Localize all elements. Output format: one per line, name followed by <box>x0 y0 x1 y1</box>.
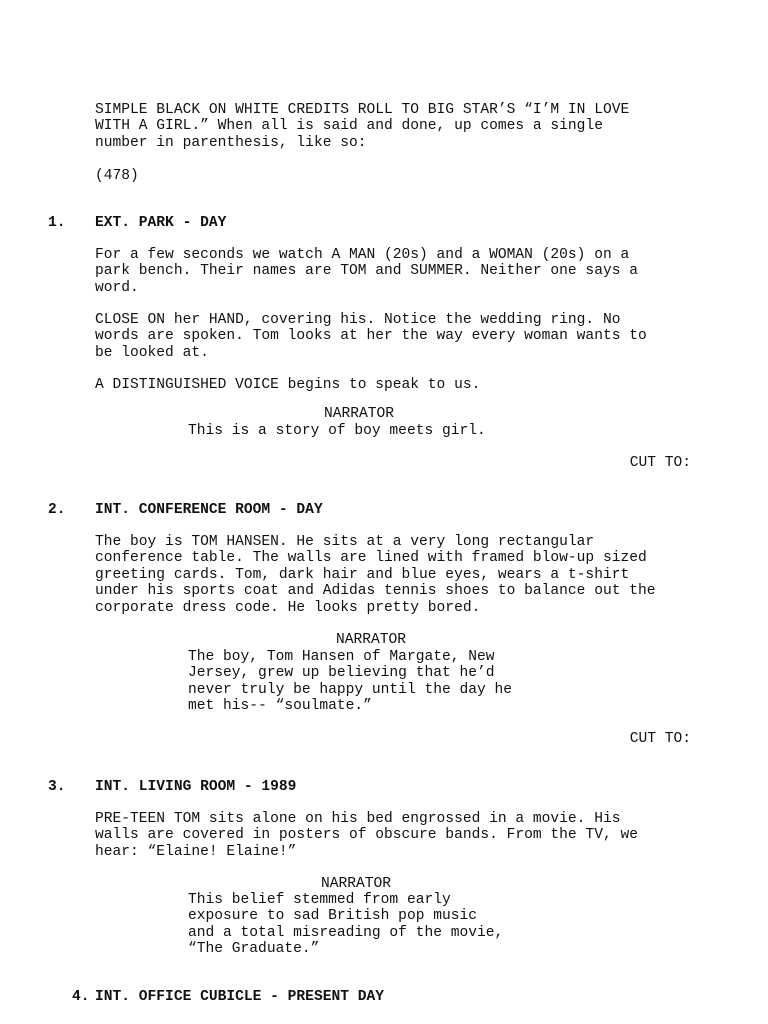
action-paragraph: CLOSE ON her HAND, covering his. Notice the wedding ring. No words are spoken. Tom looks at her the way every woman wants to be looked at. <box>95 312 647 361</box>
action-paragraph: PRE-TEEN TOM sits alone on his bed engrossed in a movie. His walls are covered in posters of obscure bands. From the TV, we hear: “Elaine! Elaine!” <box>95 811 638 860</box>
action-paragraph: For a few seconds we watch A MAN (20s) and a WOMAN (20s) on a park bench. Their names are TOM and SUMMER. Neither one says a word. <box>95 247 638 296</box>
dialogue: This is a story of boy meets girl. <box>188 423 486 439</box>
credits-action: SIMPLE BLACK ON WHITE CREDITS ROLL TO BIG STAR’S “I’M IN LOVE WITH A GIRL.” When all is said and done, up comes a single number in parenthesis, like so: <box>95 102 630 151</box>
scene-heading: INT. CONFERENCE ROOM - DAY <box>95 502 323 518</box>
character-cue: NARRATOR <box>321 876 392 892</box>
action-paragraph: The boy is TOM HANSEN. He sits at a very long rectangular conference table. The walls are lined with framed blow-up sized greeting cards. Tom, dark hair and blue eyes, wears a t-shirt under his sports coat and Adidas tennis shoes to balance out the corporate dress code. He looks pretty bored. <box>95 534 656 616</box>
scene-number: 3. <box>48 779 66 795</box>
scene-heading: INT. OFFICE CUBICLE - PRESENT DAY <box>95 989 385 1005</box>
transition: CUT TO: <box>629 731 691 747</box>
scene-number: 4. <box>72 989 90 1005</box>
scene-heading: INT. LIVING ROOM - 1989 <box>95 779 297 795</box>
dialogue: The boy, Tom Hansen of Margate, New Jersey, grew up believing that he’d never truly be happy until the day he met his-- “soulmate.” <box>188 649 513 715</box>
transition: CUT TO: <box>629 455 691 471</box>
scene-number: 2. <box>48 502 66 518</box>
dialogue: This belief stemmed from early exposure to sad British pop music and a total misreading of the movie, “The Graduate.” <box>188 892 504 958</box>
scene-number: 1. <box>48 215 66 231</box>
scene-heading: EXT. PARK - DAY <box>95 215 227 231</box>
action-paragraph: A DISTINGUISHED VOICE begins to speak to us. <box>95 377 481 393</box>
character-cue: NARRATOR <box>336 632 407 648</box>
parenthesis-number: (478) <box>95 168 139 184</box>
character-cue: NARRATOR <box>324 406 395 422</box>
